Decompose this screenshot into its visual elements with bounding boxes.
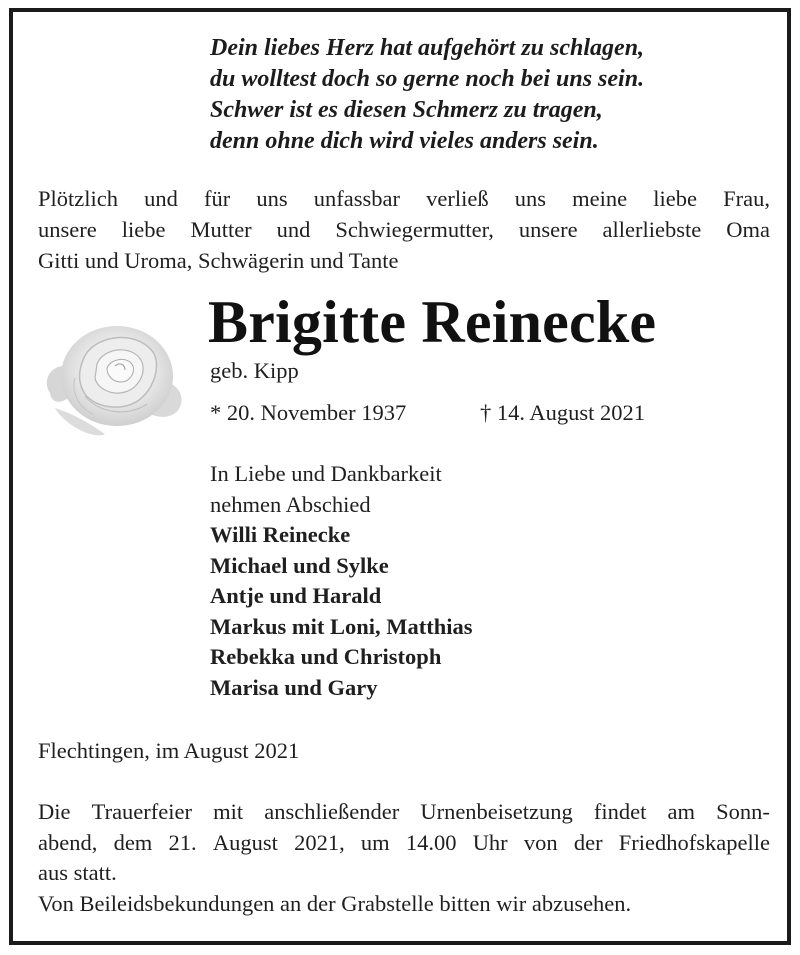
intro-word: verließ	[426, 186, 489, 211]
intro-text	[38, 183, 770, 276]
intro-word: Mutter	[190, 217, 252, 242]
funeral-word: abend,	[38, 829, 98, 855]
mourners-list	[210, 459, 473, 703]
intro-word: meine	[572, 186, 628, 211]
funeral-word: um	[360, 829, 390, 855]
funeral-word: findet	[593, 799, 647, 824]
intro-line: Gitti und Uroma, Schwägerin und Tante	[38, 248, 399, 273]
intro-line	[38, 214, 770, 245]
intro-word: und	[144, 186, 178, 211]
intro-word: uns	[514, 186, 546, 211]
funeral-word: 2021,	[294, 829, 345, 855]
funeral-word: mit	[213, 799, 244, 824]
intro-word: uns	[256, 186, 288, 211]
mourner-name: Rebekka und Christoph	[210, 644, 442, 669]
funeral-word: Die	[38, 799, 71, 824]
poem-line: du wolltest doch so gerne noch bei uns sein.	[210, 66, 645, 92]
poem-line: Schwer ist es diesen Schmerz zu tragen,	[210, 97, 603, 123]
mourners-intro-line: In Liebe und Dankbarkeit	[210, 461, 442, 486]
deceased-name: Brigitte Reinecke	[208, 289, 657, 355]
birth-date: * 20. November 1937	[210, 400, 407, 425]
funeral-word: anschließender	[264, 799, 400, 824]
intro-word: und	[276, 217, 311, 242]
funeral-line: aus statt.	[38, 860, 117, 885]
funeral-word: der	[573, 829, 603, 855]
funeral-word: 14.00	[405, 829, 457, 855]
mourners-intro-line: nehmen Abschied	[210, 491, 371, 517]
poem-line: denn ohne dich wird vieles anders sein.	[210, 128, 599, 154]
rose-image	[35, 308, 195, 448]
life-dates	[210, 398, 646, 428]
funeral-line	[38, 797, 770, 828]
funeral-word: Urnenbeisetzung	[420, 799, 573, 824]
place-date: Flechtingen, im August 2021	[38, 738, 300, 763]
funeral-word: August	[212, 829, 278, 855]
intro-word: Plötzlich	[38, 186, 118, 211]
rose-icon	[35, 308, 195, 448]
funeral-word: am	[667, 799, 696, 824]
maiden-name: geb. Kipp	[210, 358, 299, 383]
intro-word: Schwiegermutter,	[335, 217, 494, 242]
death-date: † 14. August 2021	[480, 400, 646, 425]
intro-word: Oma	[726, 217, 770, 242]
funeral-line	[38, 828, 770, 859]
poem	[210, 33, 750, 157]
mourner-name: Willi Reinecke	[210, 522, 351, 547]
mourner-name: Antje und Harald	[210, 583, 382, 608]
mourner-name: Marisa und Gary	[210, 674, 378, 700]
mourner-name: Markus mit Loni, Matthias	[210, 613, 473, 639]
funeral-word: dem	[113, 829, 153, 855]
intro-word: Frau,	[723, 186, 770, 211]
funeral-info	[38, 797, 770, 919]
funeral-word: Sonn-	[716, 799, 770, 824]
intro-word: liebe	[121, 217, 166, 242]
funeral-line: Von Beileidsbekundungen an der Grabstelle bitten wir abzusehen.	[38, 890, 632, 916]
intro-word: unsere	[518, 217, 578, 242]
poem-line: Dein liebes Herz hat aufgehört zu schlagen,	[210, 35, 645, 61]
mourner-name: Michael und Sylke	[210, 552, 389, 578]
intro-word: unsere	[38, 217, 97, 242]
funeral-word: Uhr	[472, 829, 508, 855]
funeral-word: 21.	[168, 829, 197, 855]
intro-word: unfassbar	[313, 186, 400, 211]
funeral-word: Trauerfeier	[91, 799, 192, 824]
intro-word: liebe	[653, 186, 697, 211]
funeral-word: von	[523, 829, 558, 855]
funeral-word: Friedhofskapelle	[618, 829, 770, 855]
intro-word: allerliebste	[602, 217, 702, 242]
intro-line	[38, 183, 770, 214]
intro-word: für	[204, 186, 231, 211]
